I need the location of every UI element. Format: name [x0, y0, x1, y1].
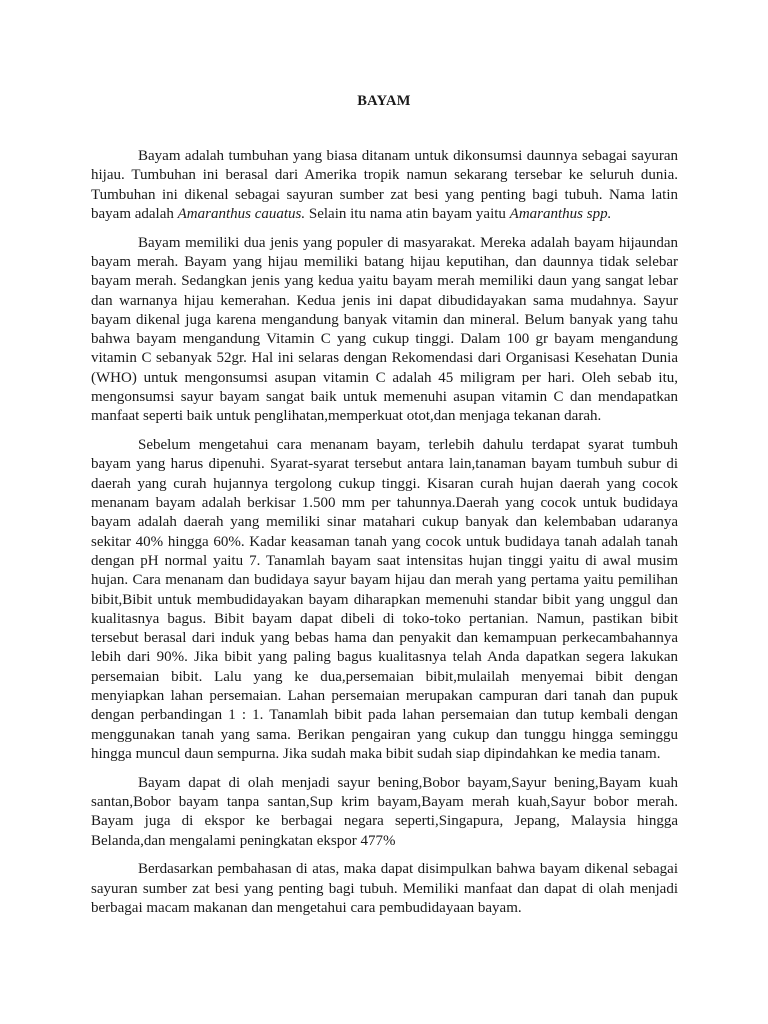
paragraph-conclusion: Berdasarkan pembahasan di atas, maka dapat disimpulkan bahwa bayam dikenal sebagai sayuran sumber zat besi yang penting bagi tubuh. Memiliki manfaat dan dapat di olah menjadi berbagai macam makanan dan mengetahui cara pembudidayaan bayam.: [91, 861, 678, 916]
paragraph-intro: [91, 147, 678, 224]
paragraph-text: Selain itu nama atin bayam yaitu: [305, 205, 510, 222]
paragraph-text: Bayam adalah tumbuhan yang biasa ditanam untuk dikonsumsi daunnya sebagai sayuran hijau. Tumbuhan ini berasal dari Amerika tropik namun sekarang tersebar ke seluruh dunia. Tumbuhan ini dikenal sebagai sayuran sumber zat besi yang penting bagi tubuh. Nama latin bayam adalah: [91, 148, 678, 222]
paragraph-types: Bayam memiliki dua jenis yang populer di masyarakat. Mereka adalah bayam hijaundan bayam merah. Bayam yang hijau memiliki batang hijau keputihan, dan daunnya tidak selebar bayam merah. Sedangkan jenis yang kedua yaitu bayam merah memiliki daun yang sangat lebar dan warnanya hijau kemerahan. Kedua jenis ini dapat dibudidayakan sama mudahnya. Sayur bayam dikenal juga karena mengandung banyak vitamin dan mineral. Belum banyak yang tahu bahwa bayam mengandung Vitamin C yang cukup tinggi. Dalam 100 gr bayam mengandung vitamin C sebanyak 52gr. Hal ini selaras dengan Rekomendasi dari Organisasi Kesehatan Dunia (WHO) untuk mengonsumsi asupan vitamin C adalah 45 miligram per hari. Oleh sebab itu, mengonsumsi sayur bayam sangat baik untuk memenuhi asupan vitamin C dan mendapatkan manfaat seperti baik untuk penglihatan,memperkuat otot,dan menjaga tekanan darah.: [91, 234, 678, 425]
document-title: BAYAM: [357, 93, 411, 109]
document-body: [91, 147, 678, 918]
latin-name: Amaranthus spp.: [509, 205, 612, 222]
paragraph-cultivation: Sebelum mengetahui cara menanam bayam, terlebih dahulu terdapat syarat tumbuh bayam yang harus dipenuhi. Syarat-syarat tersebut antara lain,tanaman bayam tumbuh subur di daerah yang curah hujannya tergolong cukup tinggi. Kisaran curah hujan daerah yang cocok menanam bayam adalah berkisar 1.500 mm per tahunnya.Daerah yang cocok untuk budidaya bayam adalah daerah yang memiliki sinar matahari cukup banyak dan kelembaban udaranya sekitar 40% hingga 60%. Kadar keasaman tanah yang cocok untuk budidaya tanah adalah tanah dengan pH normal yaitu 7. Tanamlah bayam saat intensitas hujan tinggi yaitu di awal musim hujan. Cara menanam dan budidaya sayur bayam hijau dan merah yang pertama yaitu pemilihan bibit,Bibit untuk membudidayakan bayam diharapkan memenuhi standar bibit yang unggul dan kualitasnya bagus. Bibit bayam dapat dibeli di toko-toko pertanian. Namun, pastikan bibit tersebut berasal dari induk yang bebas hama dan penyakit dan kemampuan perkecambahannya lebih dari 90%. Jika bibit yang paling bagus kualitasnya telah Anda dapatkan segera lakukan persemaian bibit. Lalu yang ke dua,persemaian bibit,mulailah menyemai bibit dengan menyiapkan lahan persemaian. Lahan persemaian merupakan campuran dari tanah dan pupuk dengan perbandingan 1 : 1. Tanamlah bibit pada lahan persemaian dan tutup kembali dengan menggunakan tanah yang sama. Berikan pengairan yang cukup dan tunggu hingga seminggu hingga muncul daun sempurna. Jika sudah maka bibit sudah siap dipindahkan ke media tanam.: [91, 437, 678, 762]
latin-name: Amaranthus cauatus.: [177, 205, 306, 222]
paragraph-dishes: Bayam dapat di olah menjadi sayur bening,Bobor bayam,Sayur bening,Bayam kuah santan,Bobor bayam tanpa santan,Sup krim bayam,Bayam merah kuah,Sayur bobor merah. Bayam juga di ekspor ke berbagai negara seperti,Singapura, Jepang, Malaysia hingga Belanda,dan mengalami peningkatan ekspor 477%: [91, 774, 678, 849]
